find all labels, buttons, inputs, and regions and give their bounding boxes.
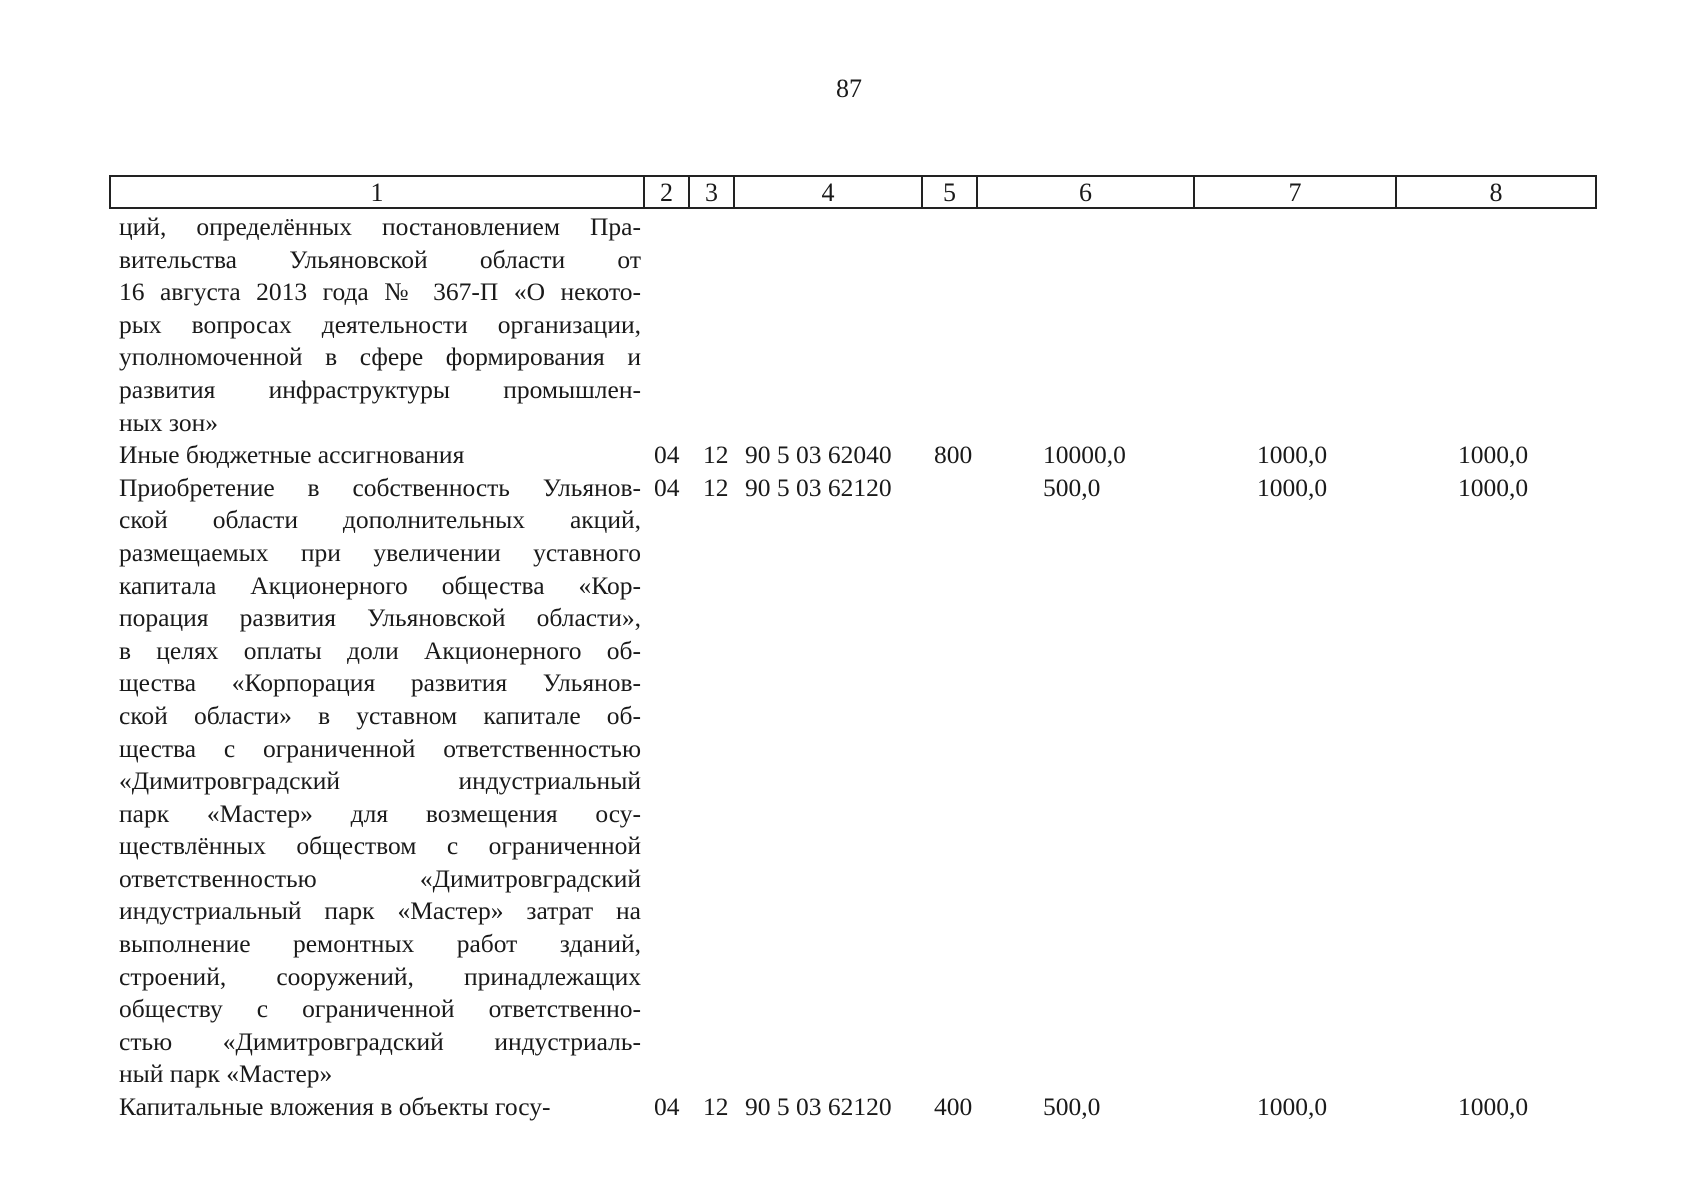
description-line: выполнение ремонтных работ зданий,: [119, 929, 641, 959]
subsection-code: 12: [703, 440, 729, 470]
page-number: 87: [836, 74, 862, 103]
column-header-8: 8: [1489, 178, 1503, 207]
description-line: индустриальный парк «Мастер» затрат на: [119, 896, 641, 926]
description-line: Капитальные вложения в объекты госу-: [119, 1092, 551, 1122]
description-line: уполномоченной в сфере формирования и: [119, 342, 641, 372]
column-header-2: 2: [645, 177, 690, 207]
row-description: [109, 211, 641, 439]
description-line: ответственностью «Димитровградский: [119, 863, 641, 893]
description-line: ществлённых обществом с ограниченной: [119, 831, 641, 861]
column-header-1: 1: [111, 177, 645, 207]
description-line: Иные бюджетные ассигнования: [119, 440, 465, 470]
description-line: развития инфраструктуры промышлен-: [119, 374, 641, 404]
description-line: обществу с ограниченной ответственно-: [119, 994, 641, 1024]
table-row: [109, 439, 1597, 472]
subsection-code: 12: [703, 472, 729, 502]
description-line: ской области дополнительных акций,: [119, 505, 641, 535]
column-header-3: 3: [690, 177, 735, 207]
description-line: 16 августа 2013 года № 367-П «О некото-: [119, 277, 641, 307]
description-line: ций, определённых постановлением Пра-: [119, 212, 641, 241]
amount-col-8: 1000,0: [1458, 440, 1529, 470]
table-row: [109, 211, 1597, 439]
description-line: в целях оплаты доли Акционерного об-: [119, 635, 641, 665]
table-row: [109, 1091, 1597, 1124]
amount-col-8: 1000,0: [1458, 472, 1529, 502]
description-line: строений, сооружений, принадлежащих: [119, 961, 641, 991]
description-line: капитала Акционерного общества «Кор-: [119, 570, 641, 600]
description-line: ской области» в уставном капитале об-: [119, 700, 641, 730]
row-description: [109, 1091, 641, 1124]
amount-col-7: 1000,0: [1257, 1092, 1328, 1122]
subsection-code: 12: [703, 1092, 729, 1122]
column-header-5: 5: [923, 177, 978, 207]
target-article-code: 90 5 03 62120: [745, 1092, 892, 1122]
description-line: Приобретение в собственность Ульянов-: [119, 472, 641, 502]
description-line: порация развития Ульяновской области»,: [119, 603, 641, 633]
description-line: рых вопросах деятельности организации,: [119, 309, 641, 339]
description-line: парк «Мастер» для возмещения осу-: [119, 798, 641, 828]
row-description: [109, 472, 641, 1091]
target-article-code: 90 5 03 62120: [745, 472, 892, 502]
table-header-row: [109, 175, 1597, 209]
amount-col-6: 500,0: [1043, 1092, 1101, 1122]
amount-col-6: 500,0: [1043, 472, 1101, 502]
table-body: [109, 211, 1597, 1124]
description-line: ных зон»: [119, 407, 218, 437]
section-code: 04: [654, 472, 680, 502]
description-line: «Димитровградский индустриальный: [119, 766, 641, 796]
column-header-7: 7: [1195, 177, 1397, 207]
expense-type-code: 400: [934, 1092, 973, 1122]
description-line: стью «Димитровградский индустриаль-: [119, 1026, 641, 1056]
column-header-4: 4: [735, 177, 923, 207]
target-article-code: 90 5 03 62040: [745, 440, 892, 470]
column-header-6: 6: [978, 177, 1195, 207]
section-code: 04: [654, 1092, 680, 1122]
amount-col-6: 10000,0: [1043, 440, 1126, 470]
section-code: 04: [654, 440, 680, 470]
row-description: [109, 439, 641, 472]
expense-type-code: 800: [934, 440, 973, 470]
description-line: ный парк «Мастер»: [119, 1059, 333, 1089]
description-line: щества с ограниченной ответственностью: [119, 733, 641, 763]
amount-col-7: 1000,0: [1257, 472, 1328, 502]
amount-col-8: 1000,0: [1458, 1092, 1529, 1122]
amount-col-7: 1000,0: [1257, 440, 1328, 470]
description-line: щества «Корпорация развития Ульянов-: [119, 668, 641, 698]
table-row: [109, 472, 1597, 1091]
description-line: вительства Ульяновской области от: [119, 244, 641, 274]
description-line: размещаемых при увеличении уставного: [119, 537, 641, 567]
